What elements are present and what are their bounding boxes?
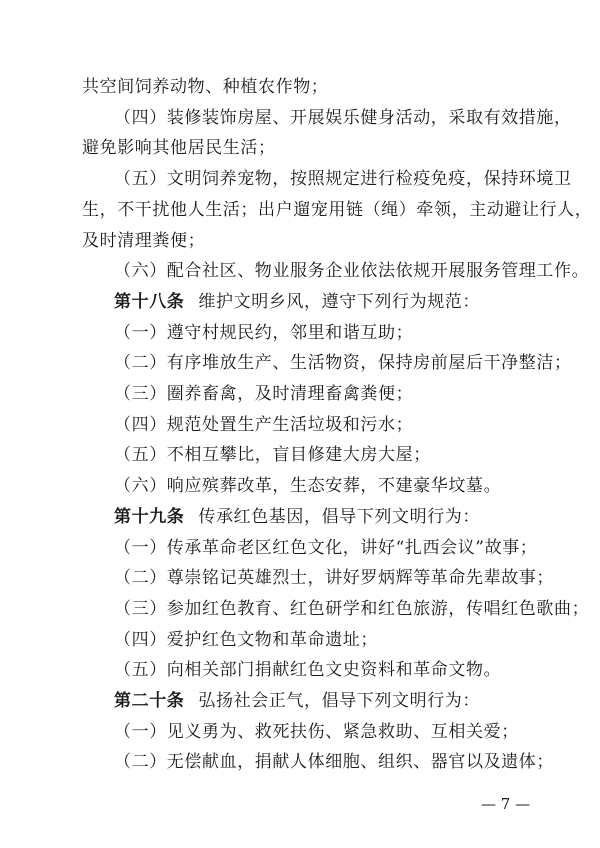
article-heading: 第十九条 <box>114 506 185 527</box>
article-line <box>114 506 480 528</box>
body-line: （一）见义勇为、救死扶伤、紧急救助、互相关爱； <box>114 721 519 742</box>
body-line: （二）有序堆放生产、生活物资，保持房前屋后干净整洁； <box>114 353 572 374</box>
article-text: 弘扬社会正气，倡导下列文明行为： <box>198 691 481 711</box>
body-line: （五）不相互攀比，盲目修建大房大屋； <box>114 445 431 466</box>
body-line: （二）尊崇铭记英雄烈士，讲好罗炳辉等革命先辈故事； <box>114 568 554 589</box>
article-text: 传承红色基因，倡导下列文明行为： <box>198 506 481 527</box>
body-line: （一）传承革命老区红色文化，讲好“扎西会议”故事； <box>114 537 538 558</box>
page-number: — 7 — <box>481 795 531 813</box>
article-heading: 第二十条 <box>114 691 185 711</box>
body-line: （六）响应殡葬改革，生态安葬，不建豪华坟墓。 <box>114 476 502 497</box>
body-line: （五）文明饲养宠物，按照规定进行检疫免疫，保持环境卫 <box>114 169 572 190</box>
body-line: （五）向相关部门捐献红色文史资料和革命文物。 <box>114 660 502 681</box>
body-line: （二）无偿献血，捐献人体细胞、组织、器官以及遗体； <box>114 752 554 773</box>
article-heading: 第十八条 <box>114 291 185 312</box>
article-text: 维护文明乡风，遵守下列行为规范： <box>198 291 481 312</box>
body-line: （三）参加红色教育、红色研学和红色旅游，传唱红色歌曲； <box>114 598 590 619</box>
body-line: （四）装修装饰房屋、开展娱乐健身活动，采取有效措施， <box>114 107 572 128</box>
article-line <box>114 690 480 712</box>
body-line: （六）配合社区、物业服务企业依法依规开展服务管理工作。 <box>114 261 590 282</box>
body-line: （三）圈养畜禽，及时清理畜禽粪便； <box>114 384 414 404</box>
article-line <box>114 291 480 313</box>
body-line: （一）遵守村规民约，邻里和谐互助； <box>114 322 414 343</box>
body-line: 避免影响其他居民生活； <box>82 138 276 159</box>
body-line: （四）规范处置生产生活垃圾和污水； <box>114 414 414 435</box>
body-line: 及时清理粪便； <box>82 230 206 251</box>
body-line: 生，不干扰他人生活；出户遛宠用链（绳）牵领，主动避让行人， <box>82 199 593 220</box>
body-line: 共空间饲养动物、种植农作物； <box>82 77 329 97</box>
body-line: （四）爱护红色文物和革命遗址； <box>114 629 378 650</box>
